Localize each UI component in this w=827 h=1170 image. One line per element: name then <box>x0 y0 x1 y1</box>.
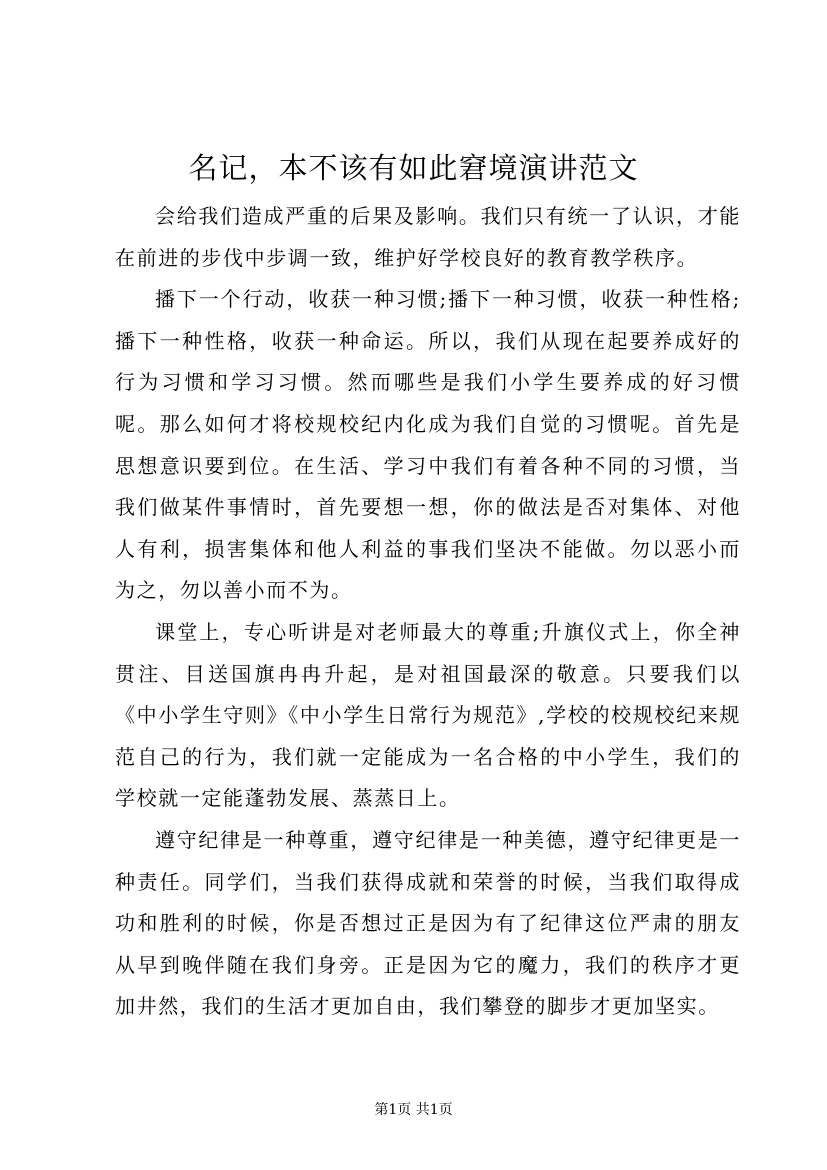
paragraph: 会给我们造成严重的后果及影响。我们只有统一了认识，才能在前进的步伐中步调一致，维护好学校良好的教育教学秩序。 <box>115 204 741 270</box>
document-title: 名记，本不该有如此窘境演讲范文 <box>188 151 639 185</box>
paragraph: 播下一个行动，收获一种习惯;播下一种习惯，收获一种性格;播下一种性格，收获一种命运。所以，我们从现在起要养成好的行为习惯和学习习惯。然而哪些是我们小学生要养成的好习惯呢。那么如何才将校规校纪内化成为我们自觉的习惯呢。首先是思想意识要到位。在生活、学习中我们有着各种不同的习惯，当我们做某件事情时，首先要想一想，你的做法是否对集体、对他人有利，损害集体和他人利益的事我们坚决不能做。勿以恶小而为之，勿以善小而不为。 <box>115 287 741 603</box>
page-footer: 第1页 共1页 <box>374 1102 453 1118</box>
document-body <box>115 196 741 1028</box>
paragraph: 课堂上，专心听讲是对老师最大的尊重;升旗仪式上，你全神贯注、目送国旗冉冉升起，是对祖国最深的敬意。只要我们以《中小学生守则》《中小学生日常行为规范》,学校的校规校纪来规范自己的行为，我们就一定能成为一名合格的中小学生，我们的学校就一定能蓬勃发展、蒸蒸日上。 <box>115 619 741 811</box>
paragraph: 遵守纪律是一种尊重，遵守纪律是一种美德，遵守纪律更是一种责任。同学们，当我们获得成就和荣誉的时候，当我们取得成功和胜利的时候，你是否想过正是因为有了纪律这位严肃的朋友从早到晚伴随在我们身旁。正是因为它的魔力，我们的秩序才更加井然，我们的生活才更加自由，我们攀登的脚步才更加坚实。 <box>115 827 741 1019</box>
